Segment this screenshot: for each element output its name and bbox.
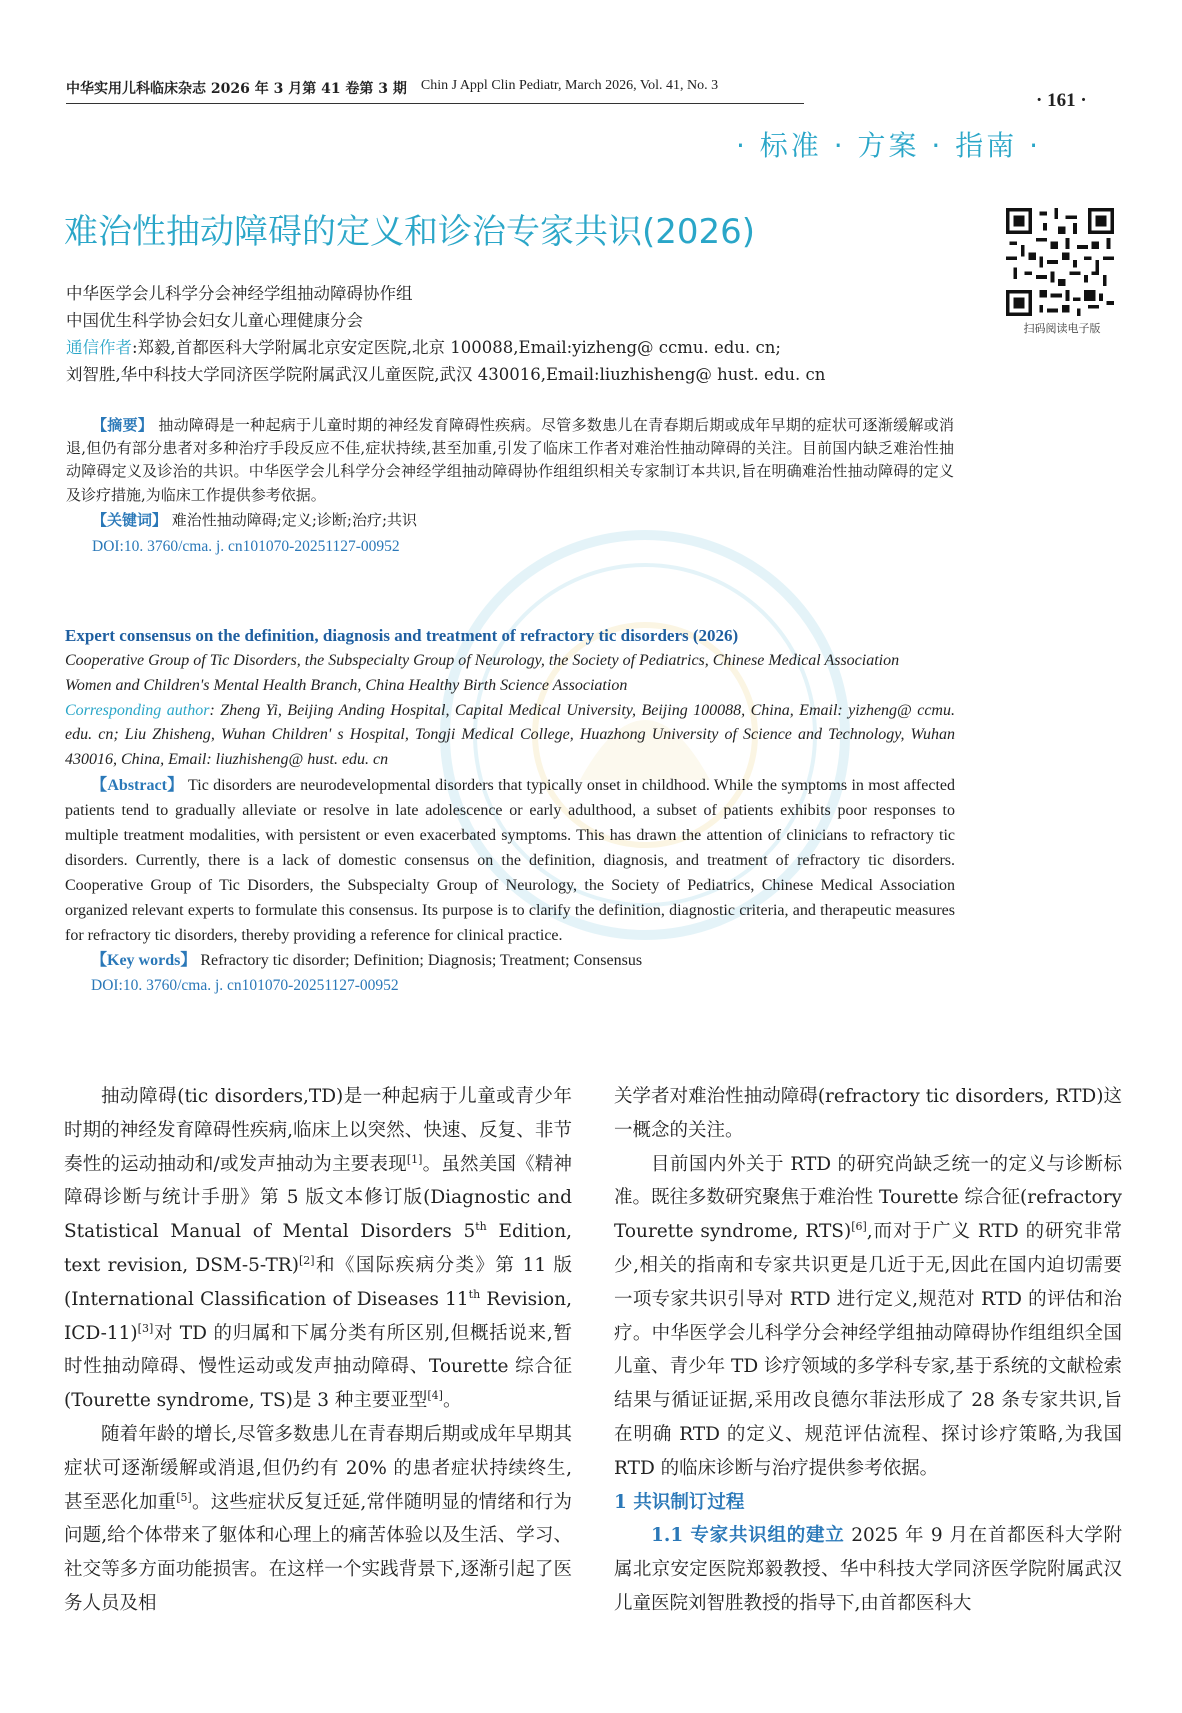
english-group-1: Cooperative Group of Tic Disorders, the Subspecialty Group of Neurology, the Society of Pediatrics, Chinese Medical Association xyxy=(65,652,900,669)
english-corr-label: Corresponding author xyxy=(65,701,210,719)
citation-ref[interactable]: [5] xyxy=(176,1490,192,1504)
body-paragraph: 1.1 专家共识组的建立 2025 年 9 月在首都医科大学附属北京安定医院郑毅教授、华中科技大学同济医学院附属武汉儿童医院刘智胜教授的指导下,由首都医科大 xyxy=(614,1525,1122,1614)
corresponding-author-line-1: 通信作者:郑毅,首都医科大学附属北京安定医院,北京 100088,Email:yizheng@ ccmu. edu. cn; xyxy=(66,338,781,357)
author-block xyxy=(66,280,956,388)
body-column-right xyxy=(614,1080,1122,1621)
english-corresponding-author: Corresponding author: Zheng Yi, Beijing Anding Hospital, Capital Medical University, Beijing 100088, China, Email: yizheng@ ccmu. edu. cn; Liu Zhisheng, Wuhan Children' s Hospital, Tongji Medical College, Huazhong University of Science and Technology, Wuhan 430016, China, Email: liuzhisheng@ hust. edu. cn xyxy=(65,701,955,769)
abstract-en xyxy=(65,622,955,998)
keywords-cn: 难治性抽动障碍;定义;诊断;治疗;共识 xyxy=(171,510,418,529)
keywords-en-row xyxy=(65,948,955,973)
english-group-2: Women and Children's Mental Health Branch, China Healthy Birth Science Association xyxy=(65,676,628,694)
corresponding-author-label: 通信作者 xyxy=(66,338,132,357)
english-abstract-label: 【Abstract】 xyxy=(91,776,184,794)
qr-code-icon[interactable] xyxy=(1006,208,1114,316)
citation-ref[interactable]: [4] xyxy=(427,1389,443,1403)
keywords-cn-row xyxy=(66,507,954,533)
english-abstract-paragraph: 【Abstract】 Tic disorders are neurodevelopmental disorders that typically onset in childhood. While the symptoms in most affected patients tend to gradually alleviate or resolve in late adolescence or early adulthood, a subset of patients exhibits poor responses to multiple treatment modalities, with persistent or even exacerbated symptoms. This has drawn the attention of clinicians to refractory tic disorders. Currently, there is a lack of domestic consensus on the definition, diagnosis, and treatment of refractory tic disorders. Cooperative Group of Tic Disorders, the Subspecialty Group of Neurology, the Society of Pediatrics, Chinese Medical Association organized relevant experts to formulate this consensus. Its purpose is to clarify the definition, diagnostic criteria, and therapeutic measures for refractory tic disorders, thereby providing a reference for clinical practice. xyxy=(65,776,955,944)
body-column-left xyxy=(64,1080,572,1621)
english-title: Expert consensus on the definition, diagnosis and treatment of refractory tic disorders (2026) xyxy=(65,626,739,645)
subsection-heading-1-1: 1.1 专家共识组的建立 xyxy=(651,1525,845,1547)
keywords-en: Refractory tic disorder; Definition; Diagnosis; Treatment; Consensus xyxy=(200,951,643,969)
body-paragraph: 抽动障碍(tic disorders,TD)是一种起病于儿童或青少年时期的神经发育障碍性疾病,临床上以突然、快速、反复、非节奏性的运动抽动和/或发声抽动为主要表现[1]。虽然美国《精神障碍诊断与统计手册》第 5 版文本修订版(Diagnostic and Statistical Manual of Mental Disorders 5th Edition, text revision, DSM-5-TR)[2]和《国际疾病分类》第 11 版(International Classification of Diseases 11th Revision, ICD-11)[3]对 TD 的归属和下属分类有所区别,但概括说来,暂时性抽动障碍、慢性运动或发声抽动障碍、Tourette 综合征(Tourette syndrome, TS)是 3 种主要亚型[4]。 xyxy=(64,1086,572,1412)
abstract-cn-label: 【摘要】 xyxy=(92,416,154,434)
keywords-cn-label: 【关键词】 xyxy=(92,510,168,529)
running-header xyxy=(66,78,804,104)
body-paragraph-continued: 关学者对难治性抽动障碍(refractory tic disorders, RTD)这一概念的关注。 xyxy=(614,1086,1122,1141)
body-paragraph: 目前国内外关于 RTD 的研究尚缺乏统一的定义与诊断标准。既往多数研究聚焦于难治性 Tourette 综合征(refractory Tourette syndrome, RTS)[6],而对于广义 RTD 的研究非常少,相关的指南和专家共识更是几近于无,因此在国内迫切需要一项专家共识引导对 RTD 进行定义,规范对 RTD 的评估和治疗。中华医学会儿科学分会神经学组抽动障碍协作组组织全国儿童、青少年 TD 诊疗领域的多学科专家,基于系统的文献检索结果与循证证据,采用改良德尔菲法形成了 28 条专家共识,旨在明确 RTD 的定义、规范评估流程、探讨诊疗策略,为我国 RTD 的临床诊断与治疗提供参考依据。 xyxy=(614,1153,1122,1479)
corresponding-author-line-2: 刘智胜,华中科技大学同济医学院附属武汉儿童医院,武汉 430016,Email:liuzhisheng@ hust. edu. cn xyxy=(66,365,826,384)
citation-ref[interactable]: [6] xyxy=(851,1220,867,1234)
article-title: 难治性抽动障碍的定义和诊治专家共识(2026) xyxy=(64,212,756,252)
keywords-en-label: 【Key words】 xyxy=(91,951,197,969)
qr-caption: 扫码阅读电子版 xyxy=(1023,322,1101,335)
section-banner: · 标准 · 方案 · 指南 · xyxy=(736,129,1042,162)
journal-name-en: Chin J Appl Clin Pediatr, March 2026, Vol. 41, No. 3 xyxy=(420,78,719,93)
author-group-2: 中国优生科学协会妇女儿童心理健康分会 xyxy=(66,311,363,330)
qr-block xyxy=(1006,208,1122,336)
doi-cn-link[interactable]: DOI:10. 3760/cma. j. cn101070-20251127-00952 xyxy=(92,537,400,555)
journal-name-cn: 中华实用儿科临床杂志 2026 年 3 月第 41 卷第 3 期 xyxy=(66,81,407,97)
body-paragraph: 随着年龄的增长,尽管多数患儿在青春期后期或成年早期其症状可逐渐缓解或消退,但仍约有 20% 的患者症状持续终生,甚至恶化加重[5]。这些症状反复迁延,常伴随明显的情绪和行为问题,给个体带来了躯体和心理上的痛苦体验以及生活、学习、社交等多方面功能损害。在这样一个实践背景下,逐渐引起了医务人员及相 xyxy=(64,1423,572,1614)
citation-ref[interactable]: [3] xyxy=(137,1321,154,1335)
section-heading-1: 1 共识制订过程 xyxy=(614,1491,745,1513)
page-number: · 161 · xyxy=(1036,90,1087,111)
abstract-cn-paragraph: 【摘要】 抽动障碍是一种起病于儿童时期的神经发育障碍性疾病。尽管多数患儿在青春期后期或成年早期的症状可逐渐缓解或消退,但仍有部分患者对多种治疗手段反应不佳,症状持续,甚至加重,引发了临床工作者对难治性抽动障碍的关注。目前国内缺乏难治性抽动障碍定义及诊治的共识。中华医学会儿科学分会神经学组抽动障碍协作组组织相关专家制订本共识,旨在明确难治性抽动障碍的定义及诊疗措施,为临床工作提供参考依据。 xyxy=(66,416,954,504)
abstract-cn xyxy=(66,414,954,559)
citation-ref[interactable]: [1] xyxy=(406,1152,423,1166)
doi-en-link[interactable]: DOI:10. 3760/cma. j. cn101070-20251127-00952 xyxy=(91,976,399,994)
author-group-1: 中华医学会儿科学分会神经学组抽动障碍协作组 xyxy=(66,284,413,303)
citation-ref[interactable]: [2] xyxy=(298,1253,315,1267)
